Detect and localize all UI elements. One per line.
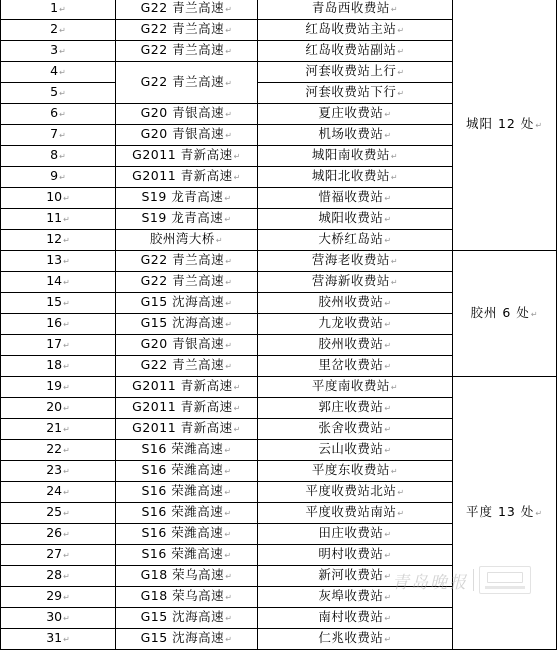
toll-station-name: 大桥红岛站↵ bbox=[258, 230, 453, 251]
return-mark-icon: ↵ bbox=[59, 131, 66, 140]
row-number: 5↵ bbox=[1, 83, 116, 104]
return-mark-icon: ↵ bbox=[384, 635, 392, 644]
toll-station-name: 灰埠收费站↵ bbox=[258, 587, 453, 608]
return-mark-icon: ↵ bbox=[59, 152, 66, 161]
return-mark-icon: ↵ bbox=[59, 47, 66, 56]
toll-station-name: 红岛收费站副站↵ bbox=[258, 41, 453, 62]
return-mark-icon: ↵ bbox=[59, 110, 66, 119]
toll-station-name: 城阳南收费站↵ bbox=[258, 146, 453, 167]
table-row bbox=[1, 377, 557, 398]
highway-name: 胶州湾大桥↵ bbox=[116, 230, 258, 251]
return-mark-icon: ↵ bbox=[63, 257, 70, 266]
return-mark-icon: ↵ bbox=[390, 257, 399, 266]
highway-name: S19 龙青高速↵ bbox=[116, 209, 258, 230]
toll-station-name: 机场收费站↵ bbox=[258, 125, 453, 146]
return-mark-icon: ↵ bbox=[384, 320, 392, 329]
return-mark-icon: ↵ bbox=[233, 425, 241, 434]
toll-station-name: 河套收费站上行↵ bbox=[258, 62, 453, 83]
highway-name: G2011 青新高速↵ bbox=[116, 419, 258, 440]
return-mark-icon: ↵ bbox=[215, 236, 224, 245]
return-mark-icon: ↵ bbox=[63, 236, 70, 245]
return-mark-icon: ↵ bbox=[384, 572, 392, 581]
return-mark-icon: ↵ bbox=[63, 551, 70, 560]
highway-name: G22 青兰高速↵ bbox=[116, 251, 258, 272]
return-mark-icon: ↵ bbox=[63, 530, 70, 539]
row-number: 4↵ bbox=[1, 62, 116, 83]
return-mark-icon: ↵ bbox=[390, 173, 399, 182]
return-mark-icon: ↵ bbox=[224, 530, 232, 539]
row-number: 12↵ bbox=[1, 230, 116, 251]
highway-name: S16 荣潍高速↵ bbox=[116, 545, 258, 566]
toll-station-name: 营海新收费站↵ bbox=[258, 272, 453, 293]
return-mark-icon: ↵ bbox=[384, 404, 392, 413]
highway-name: G20 青银高速↵ bbox=[116, 104, 258, 125]
return-mark-icon: ↵ bbox=[384, 551, 392, 560]
return-mark-icon: ↵ bbox=[225, 78, 233, 88]
toll-station-name: 城阳收费站↵ bbox=[258, 209, 453, 230]
return-mark-icon: ↵ bbox=[225, 572, 233, 581]
return-mark-icon: ↵ bbox=[225, 110, 233, 119]
return-mark-icon: ↵ bbox=[59, 173, 66, 182]
highway-name: G2011 青新高速↵ bbox=[116, 167, 258, 188]
row-number: 14↵ bbox=[1, 272, 116, 293]
toll-station-name: 里岔收费站↵ bbox=[258, 356, 453, 377]
toll-station-name: 营海老收费站↵ bbox=[258, 251, 453, 272]
toll-station-name: 红岛收费站主站↵ bbox=[258, 20, 453, 41]
row-number: 19↵ bbox=[1, 377, 116, 398]
row-number: 18↵ bbox=[1, 356, 116, 377]
row-number: 30↵ bbox=[1, 608, 116, 629]
return-mark-icon: ↵ bbox=[63, 572, 70, 581]
return-mark-icon: ↵ bbox=[224, 446, 232, 455]
return-mark-icon: ↵ bbox=[233, 383, 241, 392]
row-number: 11↵ bbox=[1, 209, 116, 230]
return-mark-icon: ↵ bbox=[397, 47, 405, 56]
return-mark-icon: ↵ bbox=[384, 215, 392, 224]
toll-station-name: 胶州收费站↵ bbox=[258, 335, 453, 356]
row-number: 21↵ bbox=[1, 419, 116, 440]
toll-station-name: 胶州收费站↵ bbox=[258, 293, 453, 314]
return-mark-icon: ↵ bbox=[225, 362, 233, 371]
row-number: 31↵ bbox=[1, 629, 116, 650]
highway-name: G22 青兰高速↵ bbox=[116, 0, 258, 20]
toll-station-name: 平度南收费站↵ bbox=[258, 377, 453, 398]
return-mark-icon: ↵ bbox=[225, 47, 233, 56]
return-mark-icon: ↵ bbox=[224, 488, 232, 497]
return-mark-icon: ↵ bbox=[63, 446, 70, 455]
toll-station-name: 城阳北收费站↵ bbox=[258, 167, 453, 188]
toll-station-name: 青岛西收费站↵ bbox=[258, 0, 453, 20]
highway-name: G20 青银高速↵ bbox=[116, 335, 258, 356]
return-mark-icon: ↵ bbox=[224, 509, 232, 518]
return-mark-icon: ↵ bbox=[63, 299, 70, 308]
highway-name: S16 荣潍高速↵ bbox=[116, 461, 258, 482]
district-group: 城阳 12 处↵ bbox=[453, 0, 557, 251]
highway-name: G22 青兰高速↵ bbox=[116, 62, 258, 104]
row-number: 24↵ bbox=[1, 482, 116, 503]
highway-name: G15 沈海高速↵ bbox=[116, 293, 258, 314]
return-mark-icon: ↵ bbox=[384, 614, 392, 623]
return-mark-icon: ↵ bbox=[63, 425, 70, 434]
return-mark-icon: ↵ bbox=[59, 89, 66, 98]
toll-station-name: 平度东收费站↵ bbox=[258, 461, 453, 482]
return-mark-icon: ↵ bbox=[63, 194, 70, 203]
row-number: 1↵ bbox=[1, 0, 116, 20]
highway-name: G15 沈海高速↵ bbox=[116, 608, 258, 629]
row-number: 13↵ bbox=[1, 251, 116, 272]
return-mark-icon: ↵ bbox=[397, 488, 405, 497]
return-mark-icon: ↵ bbox=[63, 467, 70, 476]
return-mark-icon: ↵ bbox=[224, 467, 232, 476]
toll-station-name: 明村收费站↵ bbox=[258, 545, 453, 566]
row-number: 3↵ bbox=[1, 41, 116, 62]
toll-station-name: 张舍收费站↵ bbox=[258, 419, 453, 440]
return-mark-icon: ↵ bbox=[59, 5, 66, 14]
return-mark-icon: ↵ bbox=[59, 26, 66, 35]
toll-station-name: 郭庄收费站↵ bbox=[258, 398, 453, 419]
return-mark-icon: ↵ bbox=[397, 26, 405, 35]
watermark-text: 青岛晚报 bbox=[392, 572, 468, 593]
return-mark-icon: ↵ bbox=[535, 509, 544, 518]
return-mark-icon: ↵ bbox=[63, 278, 70, 287]
row-number: 15↵ bbox=[1, 293, 116, 314]
toll-station-name: 夏庄收费站↵ bbox=[258, 104, 453, 125]
row-number: 29↵ bbox=[1, 587, 116, 608]
row-number: 20↵ bbox=[1, 398, 116, 419]
return-mark-icon: ↵ bbox=[225, 257, 233, 266]
toll-station-name: 南村收费站↵ bbox=[258, 608, 453, 629]
highway-name: G15 沈海高速↵ bbox=[116, 629, 258, 650]
toll-station-name: 九龙收费站↵ bbox=[258, 314, 453, 335]
return-mark-icon: ↵ bbox=[225, 593, 233, 602]
highway-name: G2011 青新高速↵ bbox=[116, 377, 258, 398]
return-mark-icon: ↵ bbox=[384, 110, 392, 119]
toll-station-name: 田庄收费站↵ bbox=[258, 524, 453, 545]
return-mark-icon: ↵ bbox=[225, 5, 233, 14]
highway-name: G22 青兰高速↵ bbox=[116, 272, 258, 293]
toll-station-name: 平度收费站北站↵ bbox=[258, 482, 453, 503]
return-mark-icon: ↵ bbox=[384, 593, 392, 602]
return-mark-icon: ↵ bbox=[384, 194, 392, 203]
row-number: 2↵ bbox=[1, 20, 116, 41]
table-row bbox=[1, 0, 557, 20]
highway-name: S16 荣潍高速↵ bbox=[116, 524, 258, 545]
row-number: 28↵ bbox=[1, 566, 116, 587]
toll-station-name: 云山收费站↵ bbox=[258, 440, 453, 461]
return-mark-icon: ↵ bbox=[225, 299, 233, 308]
return-mark-icon: ↵ bbox=[225, 26, 233, 35]
highway-name: G2011 青新高速↵ bbox=[116, 146, 258, 167]
district-group: 平度 13 处↵ bbox=[453, 377, 557, 650]
return-mark-icon: ↵ bbox=[233, 173, 241, 182]
return-mark-icon: ↵ bbox=[63, 488, 70, 497]
toll-station-name: 仁兆收费站↵ bbox=[258, 629, 453, 650]
return-mark-icon: ↵ bbox=[225, 341, 233, 350]
return-mark-icon: ↵ bbox=[397, 509, 405, 518]
highway-name: G22 青兰高速↵ bbox=[116, 20, 258, 41]
return-mark-icon: ↵ bbox=[224, 215, 232, 224]
return-mark-icon: ↵ bbox=[63, 614, 70, 623]
toll-station-name: 平度收费站南站↵ bbox=[258, 503, 453, 524]
table-body bbox=[1, 0, 557, 650]
return-mark-icon: ↵ bbox=[59, 68, 66, 77]
return-mark-icon: ↵ bbox=[390, 383, 399, 392]
return-mark-icon: ↵ bbox=[390, 278, 399, 287]
highway-name: G22 青兰高速↵ bbox=[116, 41, 258, 62]
return-mark-icon: ↵ bbox=[390, 5, 399, 14]
highway-name: G18 荣乌高速↵ bbox=[116, 587, 258, 608]
return-mark-icon: ↵ bbox=[233, 152, 241, 161]
row-number: 17↵ bbox=[1, 335, 116, 356]
return-mark-icon: ↵ bbox=[535, 120, 544, 130]
return-mark-icon: ↵ bbox=[63, 635, 70, 644]
row-number: 25↵ bbox=[1, 503, 116, 524]
return-mark-icon: ↵ bbox=[63, 383, 70, 392]
district-group: 胶州 6 处↵ bbox=[453, 251, 557, 377]
row-number: 26↵ bbox=[1, 524, 116, 545]
row-number: 23↵ bbox=[1, 461, 116, 482]
toll-station-name: 新河收费站↵ bbox=[258, 566, 453, 587]
return-mark-icon: ↵ bbox=[63, 320, 70, 329]
highway-name: G22 青兰高速↵ bbox=[116, 356, 258, 377]
table-row bbox=[1, 251, 557, 272]
row-number: 10↵ bbox=[1, 188, 116, 209]
return-mark-icon: ↵ bbox=[224, 551, 232, 560]
row-number: 6↵ bbox=[1, 104, 116, 125]
row-number: 27↵ bbox=[1, 545, 116, 566]
return-mark-icon: ↵ bbox=[63, 404, 70, 413]
return-mark-icon: ↵ bbox=[397, 89, 405, 98]
return-mark-icon: ↵ bbox=[225, 131, 233, 140]
return-mark-icon: ↵ bbox=[225, 320, 233, 329]
return-mark-icon: ↵ bbox=[225, 614, 233, 623]
highway-name: S16 荣潍高速↵ bbox=[116, 503, 258, 524]
row-number: 9↵ bbox=[1, 167, 116, 188]
highway-name: S16 荣潍高速↵ bbox=[116, 440, 258, 461]
return-mark-icon: ↵ bbox=[233, 404, 241, 413]
toll-station-name: 惜福收费站↵ bbox=[258, 188, 453, 209]
return-mark-icon: ↵ bbox=[63, 509, 70, 518]
return-mark-icon: ↵ bbox=[384, 446, 392, 455]
return-mark-icon: ↵ bbox=[390, 152, 399, 161]
return-mark-icon: ↵ bbox=[397, 68, 405, 77]
return-mark-icon: ↵ bbox=[384, 341, 392, 350]
return-mark-icon: ↵ bbox=[390, 467, 399, 476]
return-mark-icon: ↵ bbox=[384, 236, 392, 245]
return-mark-icon: ↵ bbox=[384, 131, 392, 140]
highway-name: S19 龙青高速↵ bbox=[116, 188, 258, 209]
return-mark-icon: ↵ bbox=[384, 299, 392, 308]
return-mark-icon: ↵ bbox=[63, 362, 70, 371]
return-mark-icon: ↵ bbox=[63, 341, 70, 350]
return-mark-icon: ↵ bbox=[384, 425, 392, 434]
highway-name: G2011 青新高速↵ bbox=[116, 398, 258, 419]
return-mark-icon: ↵ bbox=[224, 194, 232, 203]
return-mark-icon: ↵ bbox=[530, 309, 539, 319]
return-mark-icon: ↵ bbox=[384, 530, 392, 539]
highway-name: G20 青银高速↵ bbox=[116, 125, 258, 146]
return-mark-icon: ↵ bbox=[225, 278, 233, 287]
row-number: 16↵ bbox=[1, 314, 116, 335]
row-number: 8↵ bbox=[1, 146, 116, 167]
highway-name: S16 荣潍高速↵ bbox=[116, 482, 258, 503]
return-mark-icon: ↵ bbox=[225, 635, 233, 644]
return-mark-icon: ↵ bbox=[384, 362, 392, 371]
return-mark-icon: ↵ bbox=[63, 215, 70, 224]
highway-name: G18 荣乌高速↵ bbox=[116, 566, 258, 587]
row-number: 22↵ bbox=[1, 440, 116, 461]
row-number: 7↵ bbox=[1, 125, 116, 146]
return-mark-icon: ↵ bbox=[63, 593, 70, 602]
highway-name: G15 沈海高速↵ bbox=[116, 314, 258, 335]
toll-station-name: 河套收费站下行↵ bbox=[258, 83, 453, 104]
